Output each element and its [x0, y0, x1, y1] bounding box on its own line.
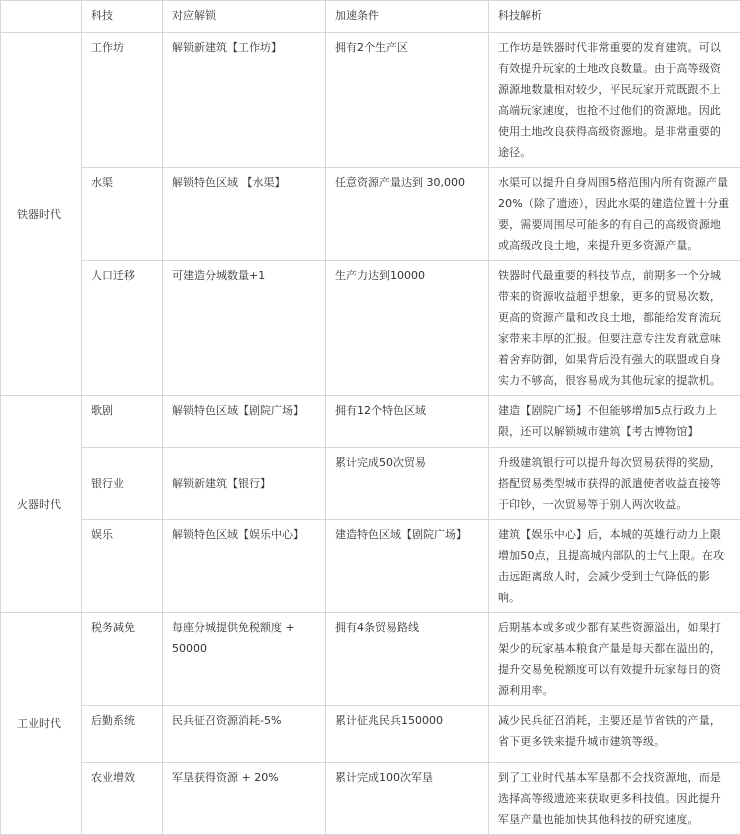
tech-name-cell: 农业增效: [82, 763, 163, 835]
table-row: [1, 613, 740, 706]
unlock-cell: 解锁新建筑【工作坊】: [163, 33, 326, 168]
table-row: [1, 261, 740, 396]
era-cell: 工业时代: [1, 613, 82, 835]
condition-cell: 任意资源产量达到 30,000: [326, 168, 489, 261]
analysis-cell: 减少民兵征召消耗，主要还是节省铁的产量，省下更多铁来提升城市建筑等级。: [489, 706, 740, 763]
tech-name-cell: 税务减免: [82, 613, 163, 706]
condition-cell: 累计完成50次贸易: [326, 448, 489, 520]
header-cell-unlock: 对应解锁: [163, 1, 326, 33]
analysis-cell: 后期基本或多或少都有某些资源溢出，如果打架少的玩家基本粮食产量是每天都在溢出的，提升交易免税额度可以有效提升玩家每日的资源利用率。: [489, 613, 740, 706]
table-row: [1, 33, 740, 168]
analysis-cell: 建造【剧院广场】不但能够增加5点行政力上限，还可以解锁城市建筑【考古博物馆】: [489, 396, 740, 448]
analysis-cell: 建筑【娱乐中心】后，本城的英雄行动力上限增加50点，且提高城内部队的士气上限。在攻击远距离敌人时，会减少受到士气降低的影响。: [489, 520, 740, 613]
unlock-cell: 每座分城提供免税额度 + 50000: [163, 613, 326, 706]
era-cell: 铁器时代: [1, 33, 82, 396]
header-cell-condition: 加速条件: [326, 1, 489, 33]
table-row: [1, 396, 740, 448]
tech-name-cell: 水渠: [82, 168, 163, 261]
analysis-cell: 升级建筑银行可以提升每次贸易获得的奖励，搭配贸易类型城市获得的派遣使者收益直接等于印钞，一次贸易等于别人两次收益。: [489, 448, 740, 520]
unlock-cell: 解锁特色区域【娱乐中心】: [163, 520, 326, 613]
table-row: [1, 763, 740, 835]
tech-name-cell: 人口迁移: [82, 261, 163, 396]
analysis-cell: 水渠可以提升自身周围5格范围内所有资源产量20%（除了遗迹），因此水渠的建造位置十分重要，需要周围尽可能多的有自己的高级资源地或高级改良土地，来提升更多资源产量。: [489, 168, 740, 261]
condition-cell: 拥有12个特色区域: [326, 396, 489, 448]
table-row: [1, 168, 740, 261]
table-row: [1, 706, 740, 763]
unlock-cell: 解锁特色区域【剧院广场】: [163, 396, 326, 448]
tech-name-cell: 工作坊: [82, 33, 163, 168]
condition-cell: 生产力达到10000: [326, 261, 489, 396]
condition-cell: 拥有2个生产区: [326, 33, 489, 168]
table-row: [1, 520, 740, 613]
tech-name-cell: 歌剧: [82, 396, 163, 448]
header-cell-tech: 科技: [82, 1, 163, 33]
analysis-cell: 工作坊是铁器时代非常重要的发育建筑。可以有效提升玩家的土地改良数量。由于高等级资源源地数量相对较少，平民玩家开荒既跟不上高端玩家速度，也抢不过他们的资源地。因此使用土地改良获得高级资源地。是非常重要的途径。: [489, 33, 740, 168]
unlock-cell: 民兵征召资源消耗-5%: [163, 706, 326, 763]
tech-name-cell: 娱乐: [82, 520, 163, 613]
unlock-cell: 可建造分城数量+1: [163, 261, 326, 396]
unlock-cell: 解锁新建筑【银行】: [163, 448, 326, 520]
condition-cell: 建造特色区域【剧院广场】: [326, 520, 489, 613]
header-cell-analysis: 科技解析: [489, 1, 740, 33]
table-row: [1, 448, 740, 520]
condition-cell: 累计征兆民兵150000: [326, 706, 489, 763]
era-cell: 火器时代: [1, 396, 82, 613]
unlock-cell: 军垦获得资源 + 20%: [163, 763, 326, 835]
tech-name-cell: 银行业: [82, 448, 163, 520]
condition-cell: 累计完成100次军垦: [326, 763, 489, 835]
tech-name-cell: 后勤系统: [82, 706, 163, 763]
analysis-cell: 到了工业时代基本军垦都不会找资源地，而是选择高等级遗迹来获取更多科技值。因此提升军垦产量也能加快其他科技的研究速度。: [489, 763, 740, 835]
analysis-cell: 铁器时代最重要的科技节点，前期多一个分城带来的资源收益超乎想象，更多的贸易次数，更高的资源产量和改良土地，都能给发育流玩家带来丰厚的汇报。但要注意专注发育就意味着舍弃防御，如果背后没有强大的联盟或自身实力不够高，很容易成为其他玩家的提款机。: [489, 261, 740, 396]
unlock-cell: 解锁特色区域 【水渠】: [163, 168, 326, 261]
header-row: [1, 1, 740, 33]
header-cell-era: [1, 1, 82, 33]
condition-cell: 拥有4条贸易路线: [326, 613, 489, 706]
